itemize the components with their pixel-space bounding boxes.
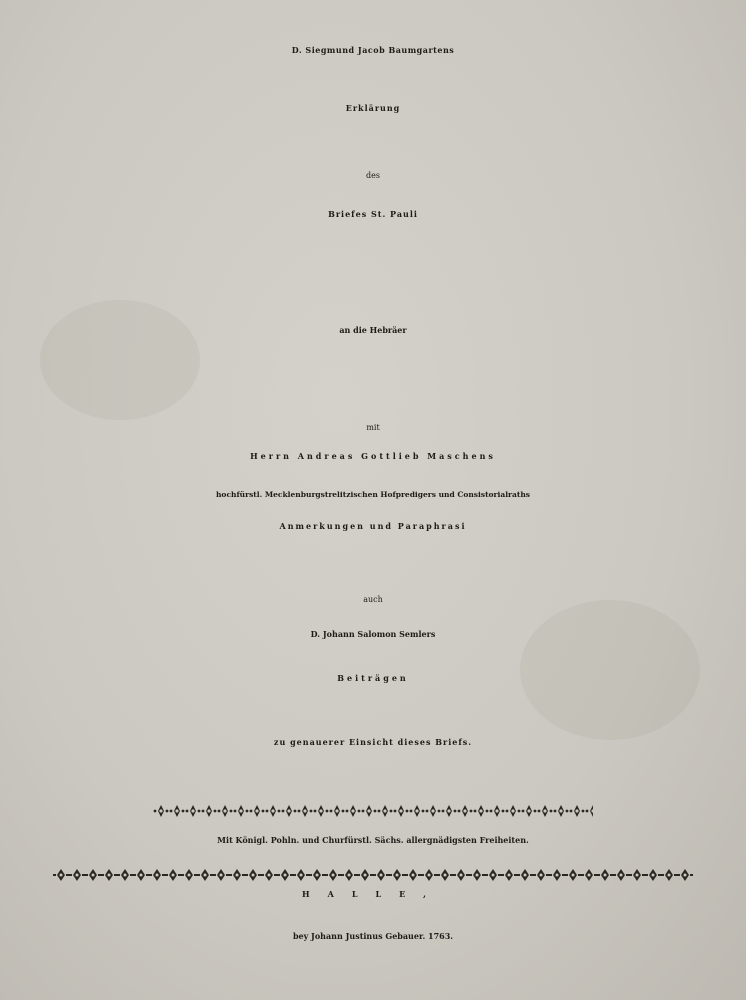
ornament-rule-top bbox=[0, 804, 746, 818]
privilege-line: Mit Königl. Pohln. und Churfürstl. Sächs. allergnädigsten Freiheiten. bbox=[217, 835, 529, 845]
ornament-border-icon bbox=[153, 804, 593, 818]
contributor-role: hochfürstl. Mecklenburgstrelitzischen Hofpredigers und Consistorialraths bbox=[215, 490, 530, 499]
subtitle-line: zu genauerer Einsicht dieses Briefs. bbox=[273, 737, 473, 747]
connector-mit: mit bbox=[366, 423, 380, 432]
contributor-maschens: Herrn Andreas Gottlieb Maschens bbox=[250, 451, 496, 461]
title-briefes: Briefes St. Pauli bbox=[328, 209, 418, 219]
ornament-rule-bottom bbox=[0, 868, 746, 882]
ornament-border-icon bbox=[53, 868, 693, 882]
paper-stain bbox=[40, 300, 200, 420]
author-line: D. Siegmund Jacob Baumgartens bbox=[291, 45, 455, 55]
imprint-place: HALLE, bbox=[302, 889, 444, 899]
main-title: Erklärung bbox=[345, 103, 401, 113]
imprint-printer-year: bey Johann Justinus Gebauer. 1763. bbox=[292, 931, 454, 941]
title-hebraer: an die Hebräer bbox=[339, 325, 407, 335]
connector-auch: auch bbox=[363, 595, 383, 604]
contribution-beitraegen: Beiträgen bbox=[337, 673, 409, 683]
paper-stain bbox=[520, 600, 700, 740]
contributor-semler: D. Johann Salomon Semlers bbox=[310, 629, 436, 639]
connector-des: des bbox=[366, 171, 380, 180]
contribution-anmerkungen: Anmerkungen und Paraphrasi bbox=[279, 521, 467, 531]
